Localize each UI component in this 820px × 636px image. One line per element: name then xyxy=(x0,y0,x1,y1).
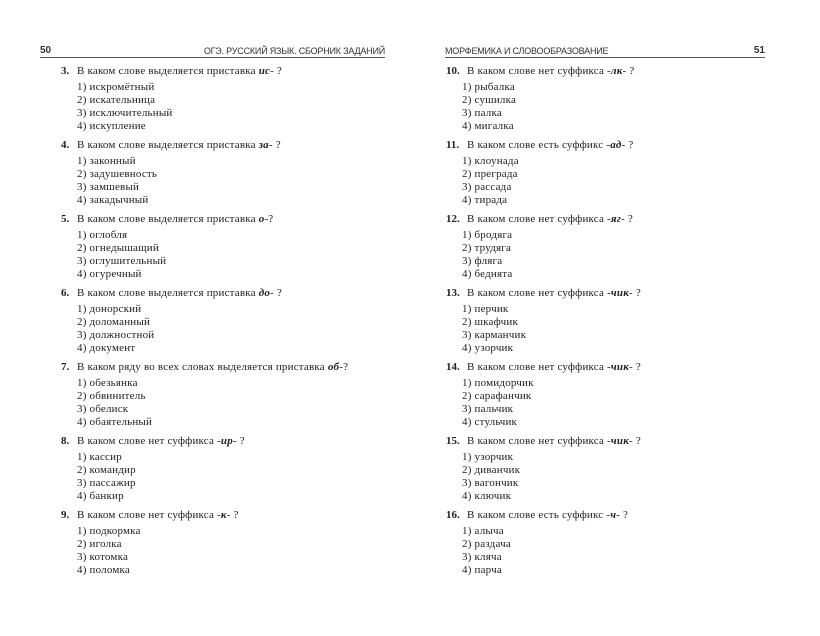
answer-option: 2) сарафанчик xyxy=(462,390,532,402)
question-text-after: - ? xyxy=(268,139,281,151)
morpheme: до xyxy=(258,287,271,299)
question-text-before: В каком слове нет суффикса - xyxy=(467,65,611,77)
question-number: 3. xyxy=(61,65,70,77)
answer-options xyxy=(462,525,511,577)
question-number: 9. xyxy=(61,509,70,521)
question-text xyxy=(467,139,633,152)
page-number: 50 xyxy=(40,45,52,56)
question-text-after: - ? xyxy=(270,65,282,77)
answer-options xyxy=(77,155,157,207)
morpheme: об xyxy=(327,361,340,373)
answer-option: 2) диванчик xyxy=(462,464,521,476)
answer-options xyxy=(462,451,520,503)
morpheme: к xyxy=(220,509,227,521)
answer-option: 3) палка xyxy=(462,107,502,119)
question-text xyxy=(77,213,273,226)
left-page-header xyxy=(40,45,385,58)
question-number: 6. xyxy=(61,287,70,299)
running-title: МОРФЕМИКА И СЛОВООБРАЗОВАНИЕ xyxy=(445,46,609,56)
answer-option: 1) кассир xyxy=(77,451,122,463)
answer-option: 1) клоунада xyxy=(462,155,519,167)
question-text-after: - ? xyxy=(232,435,245,447)
morpheme: ир xyxy=(220,435,233,447)
answer-option: 1) бродяга xyxy=(462,229,513,241)
morpheme: лк xyxy=(610,65,623,77)
question-number: 7. xyxy=(61,361,70,373)
answer-option: 4) закадычный xyxy=(77,194,149,206)
answer-option: 3) пальчик xyxy=(462,403,514,415)
answer-option: 1) рыбалка xyxy=(462,81,515,93)
question-text-before: В каком слове нет суффикса - xyxy=(467,435,611,447)
question-number: 4. xyxy=(61,139,70,151)
answer-option: 3) исключительный xyxy=(77,107,173,119)
answer-option: 2) доломанный xyxy=(77,316,151,328)
question-text-before: В каком слове нет суффикса - xyxy=(467,213,611,225)
question-number: 12. xyxy=(446,213,460,225)
answer-option: 1) подкормка xyxy=(77,525,141,537)
answer-option: 2) огнедышащий xyxy=(77,242,159,254)
right-page-header xyxy=(445,45,765,58)
question-number: 15. xyxy=(446,435,460,447)
answer-options xyxy=(462,229,512,281)
answer-option: 3) должностной xyxy=(77,329,155,341)
answer-option: 1) законный xyxy=(77,155,136,167)
morpheme: о xyxy=(258,213,265,225)
answer-option: 2) иголка xyxy=(77,538,122,550)
answer-option: 1) помидорчик xyxy=(462,377,534,389)
question-text xyxy=(467,509,628,522)
answer-options xyxy=(462,377,534,429)
question-text-after: - ? xyxy=(270,287,282,299)
question-text xyxy=(77,435,245,448)
page-number: 51 xyxy=(753,45,765,56)
answer-option: 4) тирада xyxy=(462,194,508,206)
running-title: ОГЭ. РУССКИЙ ЯЗЫК. СБОРНИК ЗАДАНИЙ xyxy=(203,46,385,56)
question-text xyxy=(77,361,348,374)
answer-option: 3) пассажир xyxy=(77,477,136,489)
answer-option: 2) обвинитель xyxy=(77,390,146,402)
answer-options xyxy=(77,81,173,133)
answer-option: 4) узорчик xyxy=(462,342,514,354)
answer-option: 2) задушевность xyxy=(77,168,158,180)
answer-option: 1) донорский xyxy=(77,303,142,315)
question-text-after: - ? xyxy=(621,139,634,151)
answer-option: 4) ключик xyxy=(462,490,512,502)
answer-option: 4) беднята xyxy=(462,268,513,280)
question-text xyxy=(77,139,281,152)
answer-option: 1) обезьянка xyxy=(77,377,138,389)
answer-option: 1) алыча xyxy=(462,525,504,537)
answer-options xyxy=(77,303,154,355)
question-text-after: -? xyxy=(339,361,349,373)
answer-option: 2) преграда xyxy=(462,168,518,180)
answer-option: 4) стульчик xyxy=(462,416,518,428)
answer-options xyxy=(462,81,516,133)
question-text-before: В каком слове выделяется приставка xyxy=(77,65,259,77)
answer-option: 3) обелиск xyxy=(77,403,129,415)
answer-options xyxy=(77,451,136,503)
answer-option: 4) поломка xyxy=(77,564,130,576)
answer-option: 3) вагончик xyxy=(462,477,519,489)
question-number: 8. xyxy=(61,435,70,447)
question-text-after: - ? xyxy=(621,213,633,225)
answer-option: 4) огуречный xyxy=(77,268,142,280)
answer-option: 3) кляча xyxy=(462,551,502,563)
answer-option: 3) рассада xyxy=(462,181,512,193)
question-text-before: В каком слове нет суффикса - xyxy=(467,361,611,373)
question-text-after: -? xyxy=(264,213,274,225)
question-text xyxy=(77,65,282,78)
answer-option: 4) искупление xyxy=(77,120,146,132)
morpheme: ад xyxy=(610,139,622,151)
question-text-before: В каком слове есть суффикс - xyxy=(467,139,611,151)
answer-option: 1) узорчик xyxy=(462,451,514,463)
answer-option: 4) парча xyxy=(462,564,502,576)
question-text-after: - ? xyxy=(629,361,641,373)
question-text-before: В каком слове нет суффикса - xyxy=(77,435,221,447)
answer-option: 3) фляга xyxy=(462,255,503,267)
question-text-after: - ? xyxy=(226,509,239,521)
question-text-before: В каком слове выделяется приставка xyxy=(77,287,259,299)
answer-option: 3) замшевый xyxy=(77,181,140,193)
question-text xyxy=(467,65,634,78)
question-text-before: В каком слове есть суффикс - xyxy=(467,509,611,521)
question-text xyxy=(77,287,282,300)
answer-option: 2) трудяга xyxy=(462,242,512,254)
answer-options xyxy=(77,525,141,577)
answer-option: 1) оглобля xyxy=(77,229,128,241)
question-text xyxy=(467,287,641,300)
answer-option: 2) искательница xyxy=(77,94,156,106)
question-number: 16. xyxy=(446,509,460,521)
answer-option: 4) банкир xyxy=(77,490,124,502)
question-text-after: - ? xyxy=(616,509,629,521)
answer-options xyxy=(462,303,526,355)
answer-option: 4) мигалка xyxy=(462,120,514,132)
question-number: 11. xyxy=(446,139,460,151)
question-number: 14. xyxy=(446,361,460,373)
question-text-before: В каком слове нет суффикса - xyxy=(77,509,221,521)
answer-options xyxy=(77,377,152,429)
question-text-after: - ? xyxy=(622,65,635,77)
answer-option: 1) искромётный xyxy=(77,81,155,93)
morpheme: ис xyxy=(258,65,271,77)
answer-option: 2) шкафчик xyxy=(462,316,519,328)
answer-option: 3) оглушительный xyxy=(77,255,167,267)
question-text-before: В каком ряду во всех словах выделяется приставка xyxy=(77,361,328,373)
question-text xyxy=(467,435,641,448)
answer-option: 3) котомка xyxy=(77,551,129,563)
question-text-after: - ? xyxy=(629,287,641,299)
question-number: 5. xyxy=(61,213,70,225)
morpheme: ч xyxy=(610,509,617,521)
question-text xyxy=(467,361,641,374)
answer-option: 2) командир xyxy=(77,464,136,476)
question-number: 10. xyxy=(446,65,460,77)
morpheme: чик xyxy=(610,361,629,373)
answer-option: 2) сушилка xyxy=(462,94,517,106)
question-text-before: В каком слове выделяется приставка xyxy=(77,213,259,225)
morpheme: за xyxy=(258,139,269,151)
answer-option: 3) карманчик xyxy=(462,329,527,341)
answer-option: 2) раздача xyxy=(462,538,511,550)
question-text xyxy=(467,213,633,226)
answer-options xyxy=(462,155,519,207)
question-number: 13. xyxy=(446,287,460,299)
answer-options xyxy=(77,229,166,281)
question-text-before: В каком слове нет суффикса - xyxy=(467,287,611,299)
morpheme: яг xyxy=(610,213,622,225)
question-text-after: - ? xyxy=(629,435,641,447)
morpheme: чик xyxy=(610,287,629,299)
morpheme: чик xyxy=(610,435,629,447)
question-text-before: В каком слове выделяется приставка xyxy=(77,139,259,151)
answer-option: 1) перчик xyxy=(462,303,509,315)
answer-option: 4) документ xyxy=(77,342,136,354)
answer-option: 4) обаятельный xyxy=(77,416,153,428)
question-text xyxy=(77,509,239,522)
